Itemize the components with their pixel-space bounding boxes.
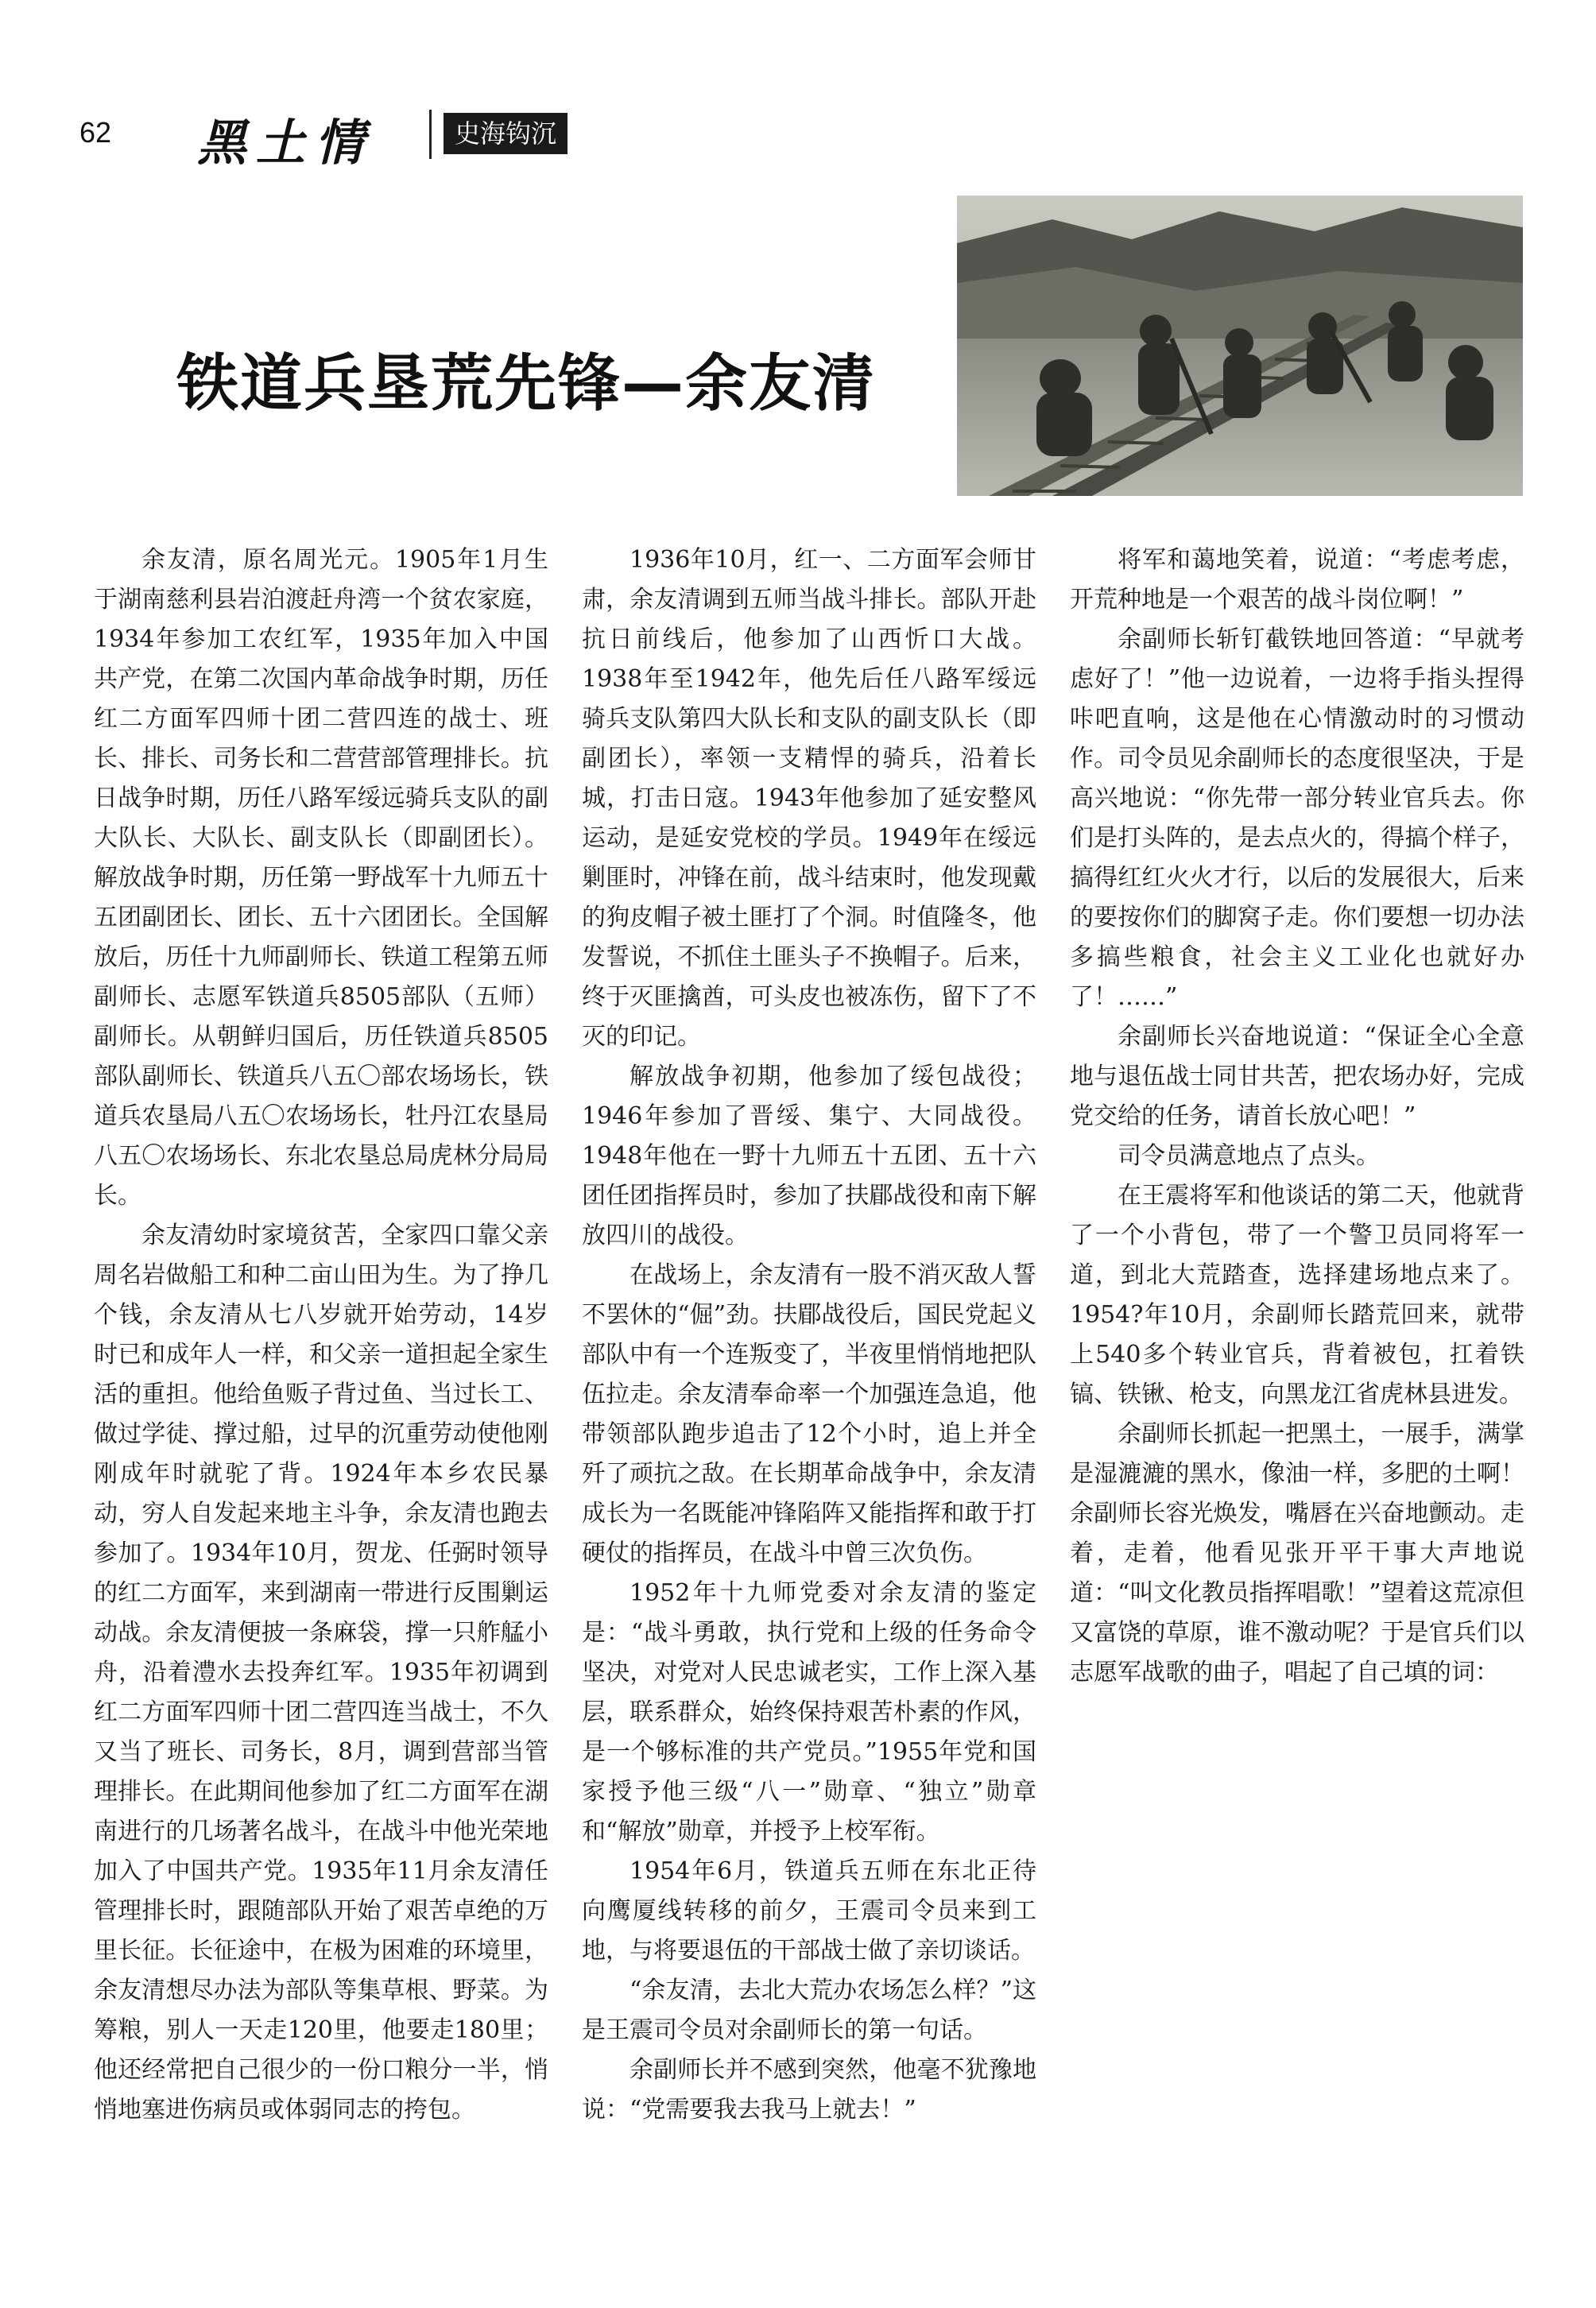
- paragraph: 在王震将军和他谈话的第二天，他就背了一个小背包，带了一个警卫员同将军一道，到北大荒踏查，选择建场地点来了。1954?年10月，余副师长踏荒回来，就带上540多个转业官兵，背着被包，扛着铁镐、铁锹、枪支，向黑龙江省虎林县进发。: [1070, 1182, 1524, 1408]
- paragraph: 1952年十九师党委对余友清的鉴定是：“战斗勇敢，执行党和上级的任务命令坚决，对党对人民忠诚老实，工作上深入基层，联系群众，始终保持艰苦朴素的作风，是一个够标准的共产党员。”1955年党和国家授予他三级“八一”勋章、“独立”勋章和“解放”勋章，并授予上校军衔。: [582, 1579, 1036, 1845]
- paragraph: 1936年10月，红一、二方面军会师甘肃，余友清调到五师当战斗排长。部队开赴抗日前线后，他参加了山西忻口大战。1938年至1942年，他先后任八路军绥远骑兵支队第四大队长和支队的副支队长（即副团长），率领一支精悍的骑兵，沿着长城，打击日寇。1943年他参加了延安整风运动，是延安党校的学员。1949年在绥远剿匪时，冲锋在前，战斗结束时，他发现戴的狗皮帽子被土匪打了个洞。时值隆冬，他发誓说，不抓住土匪头子不换帽子。后来，终于灭匪擒酋，可头皮也被冻伤，留下了不灭的印记。: [582, 546, 1036, 1051]
- paragraph: 余副师长斩钉截铁地回答道：“早就考虑好了！”他一边说着，一边将手指头捏得咔吧直响，这是他在心情激动时的习惯动作。司令员见余副师长的态度很坚决，于是高兴地说：“你先带一部分转业官兵去。你们是打头阵的，是去点火的，得搞个样子，搞得红红火火才行，以后的发展很大，后来的要按你们的脚窝子走。你们要想一切办法多搞些粮食，社会主义工业化也就好办了！……”: [1070, 625, 1524, 1011]
- magazine-logo: 黑土情: [197, 114, 374, 172]
- section-tag: 史海钩沉: [444, 113, 568, 154]
- page-number: 62: [79, 116, 112, 149]
- paragraph: 将军和蔼地笑着，说道：“考虑考虑，开荒种地是一个艰苦的战斗岗位啊！”: [1070, 546, 1524, 614]
- historical-photo: [957, 196, 1523, 496]
- paragraph: 余友清，原名周光元。1905年1月生于湖南慈利县岩泊渡赶舟湾一个贫农家庭，1934年参加工农红军，1935年加入中国共产党，在第二次国内革命战争时期，历任红二方面军四师十团二营四连的战士、班长、排长、司务长和二营营部管理排长。抗日战争时期，历任八路军绥远骑兵支队的副大队长、大队长、副支队长（即副团长）。解放战争时期，历任第一野战军十九师五十五团副团长、团长、五十六团团长。全国解放后，历任十九师副师长、铁道工程第五师副师长、志愿军铁道兵8505部队（五师）副师长。从朝鲜归国后，历任铁道兵8505部队副师长、铁道兵八五〇部农场场长，铁道兵农垦局八五〇农场场长，牡丹江农垦局八五〇农场场长、东北农垦总局虎林分局局长。: [94, 546, 548, 1210]
- paragraph: 1954年6月，铁道兵五师在东北正待向鹰厦线转移的前夕，王震司令员来到工地，与将要退伍的干部战士做了亲切谈话。: [582, 1857, 1036, 1965]
- paragraph: 司令员满意地点了点头。: [1118, 1142, 1380, 1170]
- paragraph: “余友清，去北大荒办农场怎么样？”这是王震司令员对余副师长的第一句话。: [582, 1977, 1036, 2044]
- paragraph: 在战场上，余友清有一股不消灭敌人誓不罢休的“倔”劲。扶郿战役后，国民党起义部队中有一个连叛变了，半夜里悄悄地把队伍拉走。余友清奉命率一个加强连急追，他带领部队跑步追击了12个小时，追上并全歼了顽抗之敌。在长期革命战争中，余友清成长为一名既能冲锋陷阵又能指挥和敢于打硬仗的指挥员，在战斗中曾三次负伤。: [582, 1261, 1036, 1567]
- paragraph: 余副师长兴奋地说道：“保证全心全意地与退伍战士同甘共苦，把农场办好，完成党交给的任务，请首长放心吧！”: [1070, 1023, 1524, 1130]
- paragraph: 解放战争初期，他参加了绥包战役；1946年参加了晋绥、集宁、大同战役。1948年他在一野十九师五十五团、五十六团任团指挥员时，参加了扶郿战役和南下解放四川的战役。: [582, 1063, 1036, 1249]
- page-header: [79, 110, 636, 172]
- paragraph: 余副师长抓起一把黑土，一展手，满掌是湿漉漉的黑水，像油一样，多肥的土啊！余副师长容光焕发，嘴唇在兴奋地颤动。走着，走着，他看见张开平干事大声地说道：“叫文化教员指挥唱歌！”望着这荒凉但又富饶的草原，谁不激动呢？于是官兵们以志愿军战歌的曲子，唱起了自己填的词：: [1070, 1420, 1524, 1686]
- paragraph: 余友清幼时家境贫苦，全家四口靠父亲周名岩做船工和种二亩山田为生。为了挣几个钱，余友清从七八岁就开始劳动，14岁时已和成年人一样，和父亲一道担起全家生活的重担。他给鱼贩子背过鱼、当过长工、做过学徒、撑过船，过早的沉重劳动使他刚刚成年时就驼了背。1924年本乡农民暴动，穷人自发起来地主斗争，余友清也跑去参加了。1934年10月，贺龙、任弼时领导的红二方面军，来到湖南一带进行反围剿运动战。余友清便披一条麻袋，撑一只舴艋小舟，沿着澧水去投奔红军。1935年初调到红二方面军四师十团二营四连当战士，不久又当了班长、司务长，8月，调到营部当管理排长。在此期间他参加了红二方面军在湖南进行的几场著名战斗，在战斗中他光荣地加入了中国共产党。1935年11月余友清任管理排长时，跟随部队开始了艰苦卓绝的万里长征。长征途中，在极为困难的环境里，余友清想尽办法为部队等集草根、野菜。为筹粮，别人一天走120里，他要走180里；他还经常把自己很少的一份口粮分一半，悄悄地塞进伤病员或体弱同志的挎包。: [94, 1222, 548, 2124]
- railway-workers-photo-illustration: [957, 196, 1523, 496]
- article-body: [94, 540, 1524, 2162]
- article-title: 铁道兵垦荒先锋—余友清: [176, 348, 877, 420]
- header-divider: [429, 110, 432, 159]
- paragraph: 余副师长并不感到突然，他毫不犹豫地说：“党需要我去我马上就去！”: [582, 2056, 1036, 2124]
